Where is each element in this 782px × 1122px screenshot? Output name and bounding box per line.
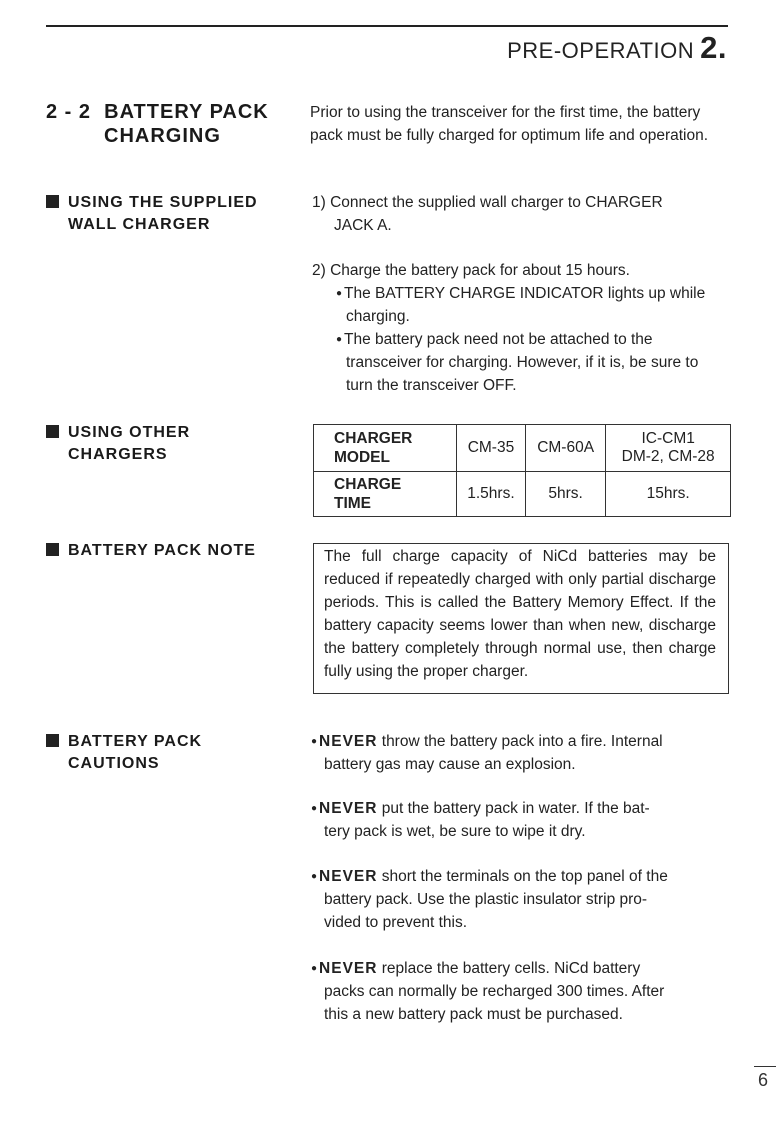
section-title-line1: BATTERY PACK [104,101,269,123]
table-row [314,472,731,517]
charger-table [313,424,731,517]
table-cell: CM-35 [457,425,526,472]
step-2: 2) Charge the battery pack for about 15 hours. ● The BATTERY CHARGE INDICATOR lights up while charging. ● The battery pack need not be attached to the transceiver for charging. However, if it is, be sure to turn the transceiver OFF. [312,259,728,397]
chapter-header [507,30,727,66]
table-cell: 5hrs. [525,472,605,517]
square-bullet-icon [46,195,59,208]
intro-paragraph: Prior to using the transceiver for the first time, the battery pack must be fully charged for optimum life and operation. [310,104,709,144]
wall-charger-heading: USING THE SUPPLIED WALL CHARGER [46,192,258,236]
page-number-rule [754,1066,776,1067]
table-header-cell: CHARGER MODEL [314,425,457,472]
section-number: 2 - 2 [46,101,92,123]
battery-note-heading: BATTERY PACK NOTE [46,540,256,562]
step-2-bullet-1: ● The BATTERY CHARGE INDICATOR lights up while charging. [336,285,706,325]
table-cell: 15hrs. [606,472,731,517]
square-bullet-icon [46,734,59,747]
square-bullet-icon [46,425,59,438]
step-2-bullet-2: ● The battery pack need not be attached to the transceiver for charging. However, if it is, be sure to turn the transceiver OFF. [336,331,699,394]
chapter-number: 2. [700,30,727,65]
square-bullet-icon [46,543,59,556]
table-cell: CM-60A [525,425,605,472]
caution-item: ● NEVER replace the battery cells. NiCd battery packs can normally be recharged 300 times. After this a new battery pack must be purchased. [311,960,665,1023]
section-title [46,100,269,148]
other-chargers-heading: USING OTHER CHARGERS [46,422,190,466]
battery-note-box: The full charge capacity of NiCd batteries may be reduced if repeatedly charged with only partial discharge periods. This is called the Battery Memory Effect. If the battery capacity seems lower than when new, discharge the battery completely through normal use, then charge fully using the proper charger. [313,543,729,694]
top-rule [46,25,728,27]
step-1: 1) Connect the supplied wall charger to CHARGER JACK A. [312,194,663,234]
caution-item: ● NEVER throw the battery pack into a fire. Internal battery gas may cause an explosion. [311,733,663,773]
caution-item: ● NEVER put the battery pack in water. If the bat- tery pack is wet, be sure to wipe it dry. [311,800,650,840]
section-title-line2: CHARGING [104,125,221,147]
table-cell: IC-CM1 DM-2, CM-28 [606,425,731,472]
table-row [314,425,731,472]
table-cell: 1.5hrs. [457,472,526,517]
cautions-heading: BATTERY PACK CAUTIONS [46,731,202,775]
caution-item: ● NEVER short the terminals on the top panel of the battery pack. Use the plastic insulator strip pro- vided to prevent this. [311,868,668,931]
table-header-cell: CHARGE TIME [314,472,457,517]
chapter-title: PRE-OPERATION [507,38,695,63]
page-number: 6 [757,1070,768,1090]
